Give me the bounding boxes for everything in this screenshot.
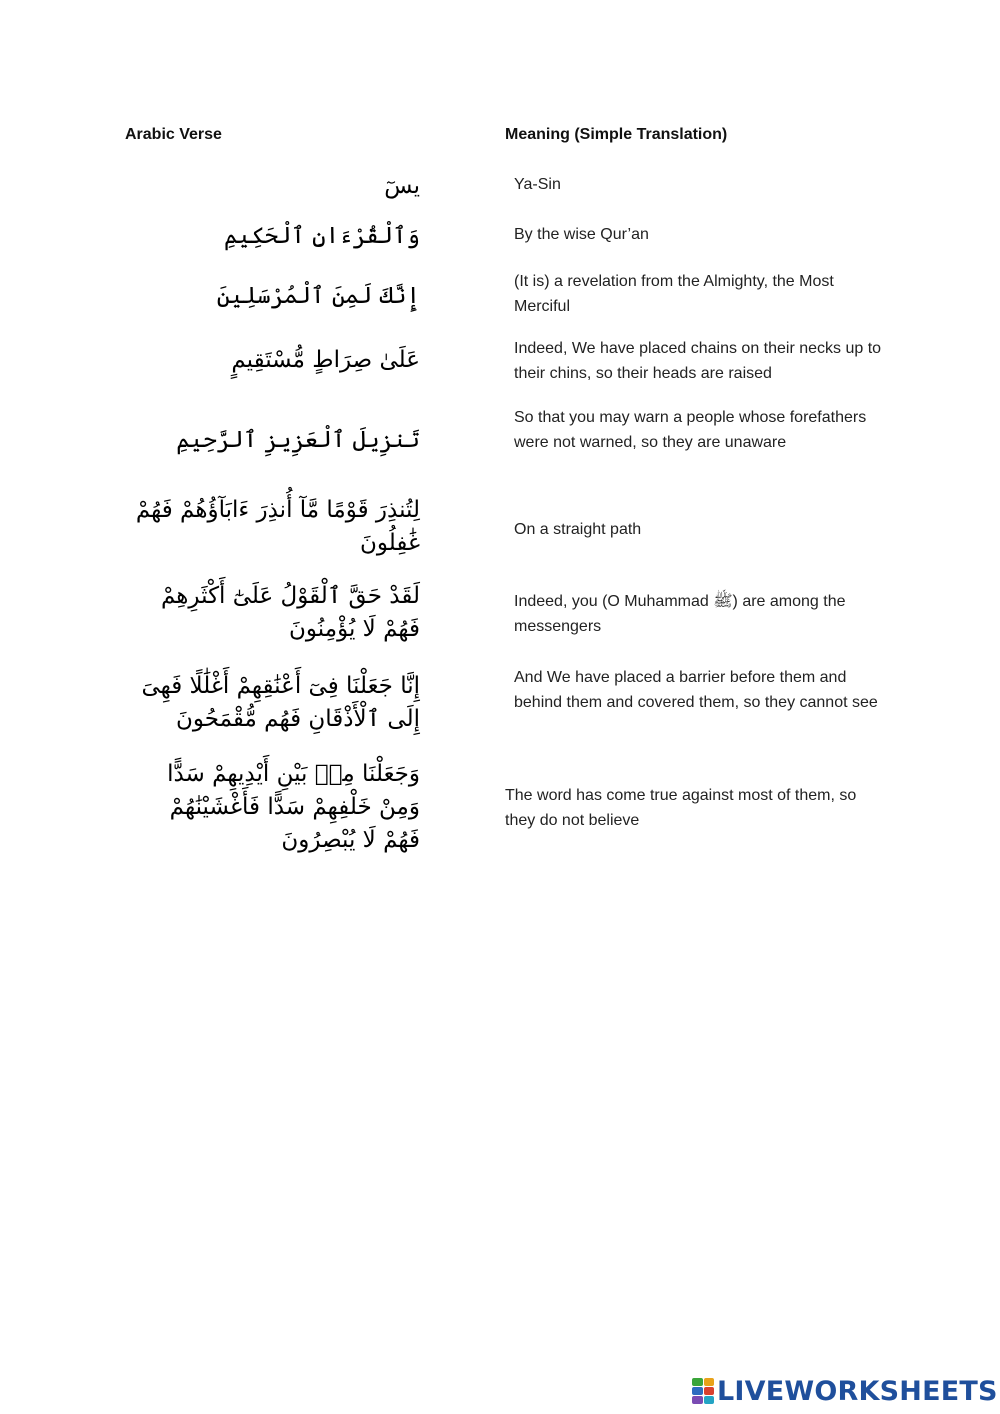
liveworksheets-logo (692, 1374, 998, 1408)
arabic-verse: تَنزِيلَ ٱلْعَزِيزِ ٱلرَّحِيمِ (176, 427, 420, 453)
verse-meaning: The word has come true against most of them, so they do not believe (505, 787, 857, 829)
arabic-verse: وَٱلْقُرْءَانِ ٱلْحَكِيمِ (224, 223, 420, 249)
liveworksheets-logo-text: LIVEWORKSHEETS (717, 1375, 998, 1407)
meaning-column-header: Meaning (Simple Translation) (505, 126, 728, 143)
arabic-verse: وَجَعَلْنَا مِنۢ بَيْنِ أَيْدِيهِمْ سَدًّا وَمِنْ خَلْفِهِمْ سَدًّا فَأَغْشَيْنَٰهُمْ فَهُمْ لَا يُبْصِرُونَ (167, 761, 420, 853)
arabic-verse: عَلَىٰ صِرَاطٍ مُّسْتَقِيمٍ (231, 347, 420, 373)
verse-meaning: So that you may warn a people whose forefathers were not warned, so they are unaware (514, 409, 867, 451)
arabic-verse: لِتُنذِرَ قَوْمًا مَّآ أُنذِرَ ءَابَآؤُهُمْ فَهُمْ غَٰفِلُونَ (135, 497, 420, 556)
verse-meaning: Indeed, We have placed chains on their necks up to their chins, so their heads are raised (514, 340, 882, 382)
arabic-verse: يسٓ (384, 173, 420, 199)
arabic-verse: إِنَّكَ لَمِنَ ٱلْمُرْسَلِينَ (216, 283, 420, 309)
arabic-column-header: Arabic Verse (125, 126, 222, 143)
arabic-verse: لَقَدْ حَقَّ ٱلْقَوْلُ عَلَىٰٓ أَكْثَرِهِمْ فَهُمْ لَا يُؤْمِنُونَ (161, 583, 420, 642)
verse-meaning: Indeed, you (O Muhammad ﷺ) are among the messengers (514, 593, 846, 635)
arabic-verse: إِنَّا جَعَلْنَا فِىٓ أَعْنَٰقِهِمْ أَغْلَٰلًا فَهِىَ إِلَى ٱلْأَذْقَانِ فَهُم مُّقْمَحُونَ (141, 673, 420, 732)
verse-meaning: Ya-Sin (514, 176, 561, 193)
verse-meaning: On a straight path (514, 521, 642, 538)
verse-meaning: (It is) a revelation from the Almighty, the Most Merciful (514, 273, 834, 315)
liveworksheets-logo-icon (692, 1378, 714, 1404)
verse-meaning: By the wise Qur’an (514, 226, 649, 243)
verse-meaning: And We have placed a barrier before them and behind them and covered them, so they cannot see (514, 669, 878, 711)
